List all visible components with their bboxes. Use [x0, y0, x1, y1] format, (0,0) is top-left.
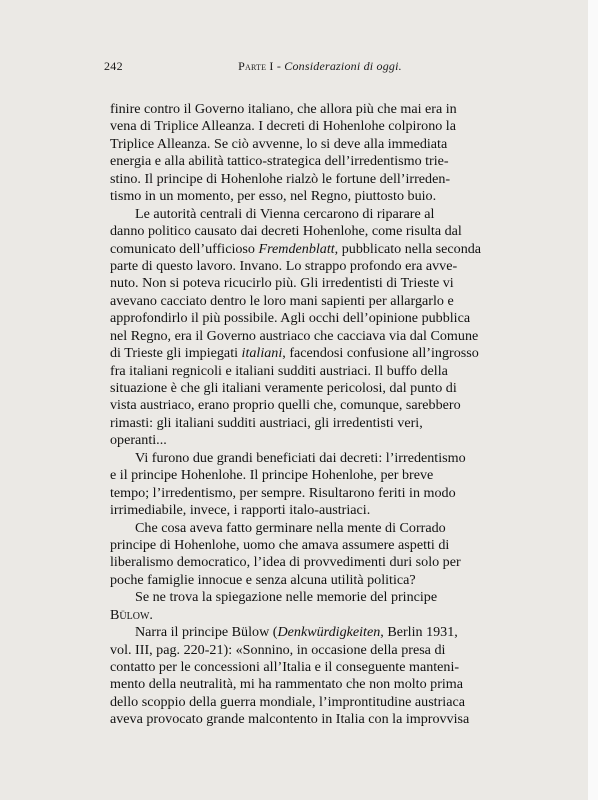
text-segment: tempo; l’irredentismo, per sempre. Risultarono feriti in modo [110, 484, 456, 501]
text-segment: Bülow [110, 606, 150, 623]
text-segment: , Berlin 1931, [380, 624, 458, 641]
text-segment: tismo in un momento, per esso, nel Regno, piuttosto buio. [110, 188, 437, 205]
italic-text: italiani [241, 345, 283, 362]
text-line [110, 258, 530, 275]
text-line [110, 467, 530, 484]
text-segment: avevano cacciato dentro le loro mani sapienti per allargarlo e [110, 292, 454, 309]
text-segment: , facendosi confusione all’ingrosso [282, 345, 479, 362]
section-title: Considerazioni di oggi. [284, 59, 402, 73]
text-segment: contatto per le concessioni all’Italia e il conseguente manteni- [110, 659, 460, 675]
text-line [110, 485, 530, 502]
text-segment: Triplice Alleanza. Se ciò avvenne, lo si deve alla immediata [110, 135, 448, 152]
page-number: 242 [104, 59, 123, 73]
text-line [110, 328, 530, 345]
italic-text: Fremdenblatt [258, 240, 335, 257]
text-segment: Se ne trova la spiegazione nelle memorie del principe [135, 589, 438, 606]
text-line [110, 171, 530, 188]
header-separator: - [273, 59, 285, 73]
text-segment: Che cosa aveva fatto germinare nella mente di Corrado [135, 519, 446, 536]
body-text [110, 101, 530, 729]
text-line [110, 206, 530, 223]
text-segment: Narra il principe Bülow ( [135, 624, 278, 641]
text-segment: aveva provocato grande malcontento in Italia con la improvvisa [110, 711, 470, 728]
text-segment: nel Regno, era il Governo austriaco che cacciava via dal Comune [110, 327, 479, 344]
text-line [110, 223, 530, 240]
text-line [110, 293, 530, 310]
text-segment: Vi furono due grandi beneficiati dai decreti: l’irredentismo [135, 449, 466, 466]
text-segment: stino. Il principe di Hohenlohe rialzò le fortune dell’irreden- [110, 170, 451, 187]
part-label: Parte I [238, 59, 274, 73]
text-segment: comunicato dell’ufficioso [110, 240, 259, 257]
text-line [110, 153, 530, 170]
text-line [110, 275, 530, 292]
text-segment: fra italiani regnicoli e italiani sudditi austriaci. Il buffo della [110, 362, 448, 379]
running-header [104, 59, 536, 77]
text-line [110, 310, 530, 327]
text-line [110, 554, 530, 571]
text-line [110, 432, 530, 449]
text-line [110, 572, 530, 589]
text-line [110, 450, 530, 467]
text-segment: energia e alla abilità tattico-strategica dell’irredentismo trie- [110, 153, 449, 170]
text-segment: vena di Triplice Alleanza. I decreti di Hohenlohe colpirono la [110, 118, 456, 135]
text-line [110, 397, 530, 414]
text-segment: liberalismo democratico, l’idea di provvedimenti duri solo per [110, 554, 461, 571]
text-segment: finire contro il Governo italiano, che allora più che mai era in [110, 101, 457, 117]
text-segment: mento della neutralità, mi ha rammentato che non molto prima [110, 676, 464, 693]
text-segment: approfondirlo il più possibile. Agli occhi dell’opinione pubblica [110, 310, 471, 327]
text-line [110, 694, 530, 711]
text-line [110, 345, 530, 362]
text-line [110, 589, 530, 606]
text-line [110, 101, 530, 118]
italic-text: Denkwürdigkeiten [277, 624, 381, 641]
text-line [110, 188, 530, 205]
text-line [110, 241, 530, 258]
text-segment: dello scoppio della guerra mondiale, l’improntitudine austriaca [110, 693, 465, 710]
text-line [110, 415, 530, 432]
text-segment: , pubblicato nella seconda [334, 240, 482, 257]
text-segment: nuto. Non si poteva ricucirlo più. Gli irredentisti di Trieste vi [110, 275, 454, 292]
text-segment: situazione è che gli italiani veramente pericolosi, dal punto di [110, 380, 457, 396]
text-segment: principe di Hohenlohe, uomo che amava assumere aspetti di [110, 536, 450, 553]
text-segment: danno politico causato dai decreti Hohenlohe, come risulta dal [110, 223, 462, 240]
text-segment: irrimediabile, invece, i rapporti italo-austriaci. [110, 502, 371, 519]
text-line [110, 676, 530, 693]
running-head-title [104, 59, 536, 74]
text-segment: Le autorità centrali di Vienna cercarono di riparare al [135, 205, 435, 222]
text-line [110, 380, 530, 397]
text-segment: e il principe Hohenlohe. Il principe Hohenlohe, per breve [110, 467, 434, 484]
text-line [110, 520, 530, 537]
text-segment: di Trieste gli impiegati [110, 345, 242, 362]
text-segment: vista austriaco, erano proprio quelli che, comunque, sarebbero [110, 397, 461, 414]
text-line [110, 136, 530, 153]
text-segment: parte di questo lavoro. Invano. Lo strappo profondo era avve- [110, 257, 458, 274]
text-segment: operanti... [110, 432, 167, 449]
text-line [110, 711, 530, 728]
text-line [110, 118, 530, 135]
text-segment: rimasti: gli italiani sudditi austriaci, gli irredentisti veri, [110, 414, 423, 431]
text-line [110, 502, 530, 519]
text-line [110, 659, 530, 676]
text-segment: . [149, 606, 153, 623]
text-line [110, 537, 530, 554]
text-line [110, 363, 530, 380]
text-segment: poche famiglie innocue e senza alcuna utilità politica? [110, 571, 416, 588]
text-segment: vol. III, pag. 220-21): «Sonnino, in occasione della presa di [110, 641, 446, 658]
text-line [110, 607, 530, 624]
text-line [110, 624, 530, 641]
text-line [110, 642, 530, 659]
